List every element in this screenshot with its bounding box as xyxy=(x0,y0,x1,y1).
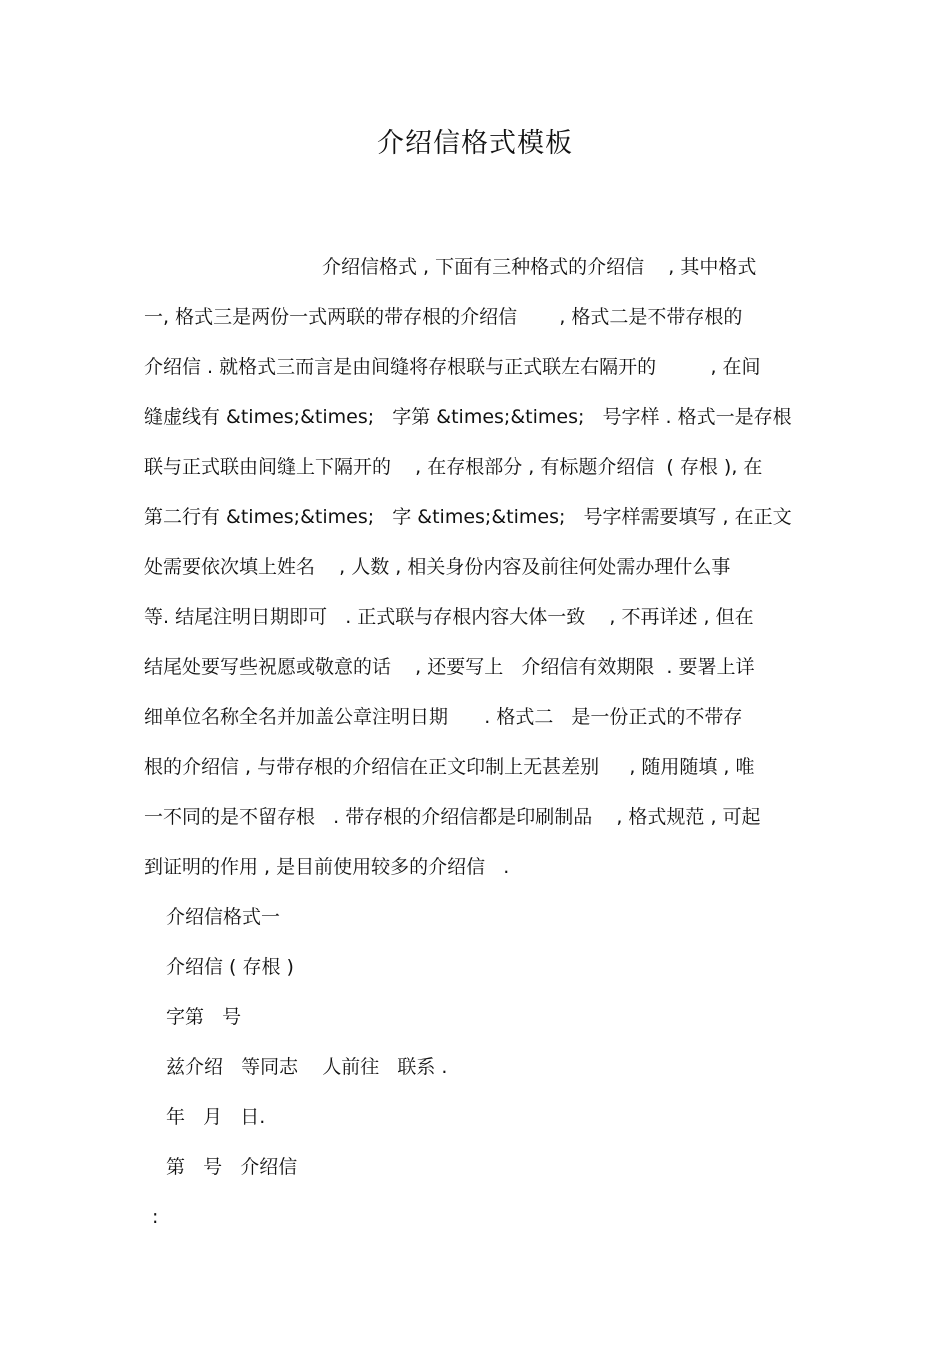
body-line-8: 等. 结尾注明日期即可 . 正式联与存根内容大体一致 , 不再详述 , 但在 xyxy=(144,606,754,628)
body-line-6: 第二行有 &times;&times; 字 &times;&times; 号字样需要填写 , 在正文 xyxy=(144,506,792,528)
body-line-9: 结尾处要写些祝愿或敬意的话 , 还要写上 介绍信有效期限 . 要署上详 xyxy=(144,656,755,678)
trailing-colon: : xyxy=(152,1206,159,1228)
introduction-line: 兹介绍 等同志 人前往 联系 . xyxy=(166,1056,448,1078)
body-line-5: 联与正式联由间缝上下隔开的 , 在存根部分 , 有标题介绍信 ( 存根 ), 在 xyxy=(144,456,763,478)
reference-number-line: 字第 号 xyxy=(166,1006,242,1028)
stub-heading: 介绍信 ( 存根 ) xyxy=(166,956,294,978)
document-title: 介绍信格式模板 xyxy=(377,128,573,159)
letter-number-line: 第 号 介绍信 xyxy=(166,1156,298,1178)
body-line-12: 一不同的是不留存根 . 带存根的介绍信都是印刷制品 , 格式规范 , 可起 xyxy=(144,806,761,828)
body-line-13: 到证明的作用 , 是目前使用较多的介绍信 . xyxy=(144,856,510,878)
body-line-2: 一, 格式三是两份一式两联的带存根的介绍信 , 格式二是不带存根的 xyxy=(144,306,743,328)
body-line-10: 细单位名称全名并加盖公章注明日期 . 格式二 是一份正式的不带存 xyxy=(144,706,743,728)
body-line-3: 介绍信 . 就格式三而言是由间缝将存根联与正式联左右隔开的 , 在间 xyxy=(144,356,761,378)
format-one-heading: 介绍信格式一 xyxy=(166,906,281,928)
body-line-1: 介绍信格式 , 下面有三种格式的介绍信 , 其中格式 xyxy=(322,256,757,278)
body-line-4: 缝虚线有 &times;&times; 字第 &times;&times; 号字样 . 格式一是存根 xyxy=(144,406,792,428)
date-line: 年 月 日. xyxy=(166,1106,266,1128)
body-line-7: 处需要依次填上姓名 , 人数 , 相关身份内容及前往何处需办理什么事 xyxy=(144,556,731,578)
body-line-11: 根的介绍信 , 与带存根的介绍信在正文印制上无甚差别 , 随用随填 , 唯 xyxy=(144,756,755,778)
